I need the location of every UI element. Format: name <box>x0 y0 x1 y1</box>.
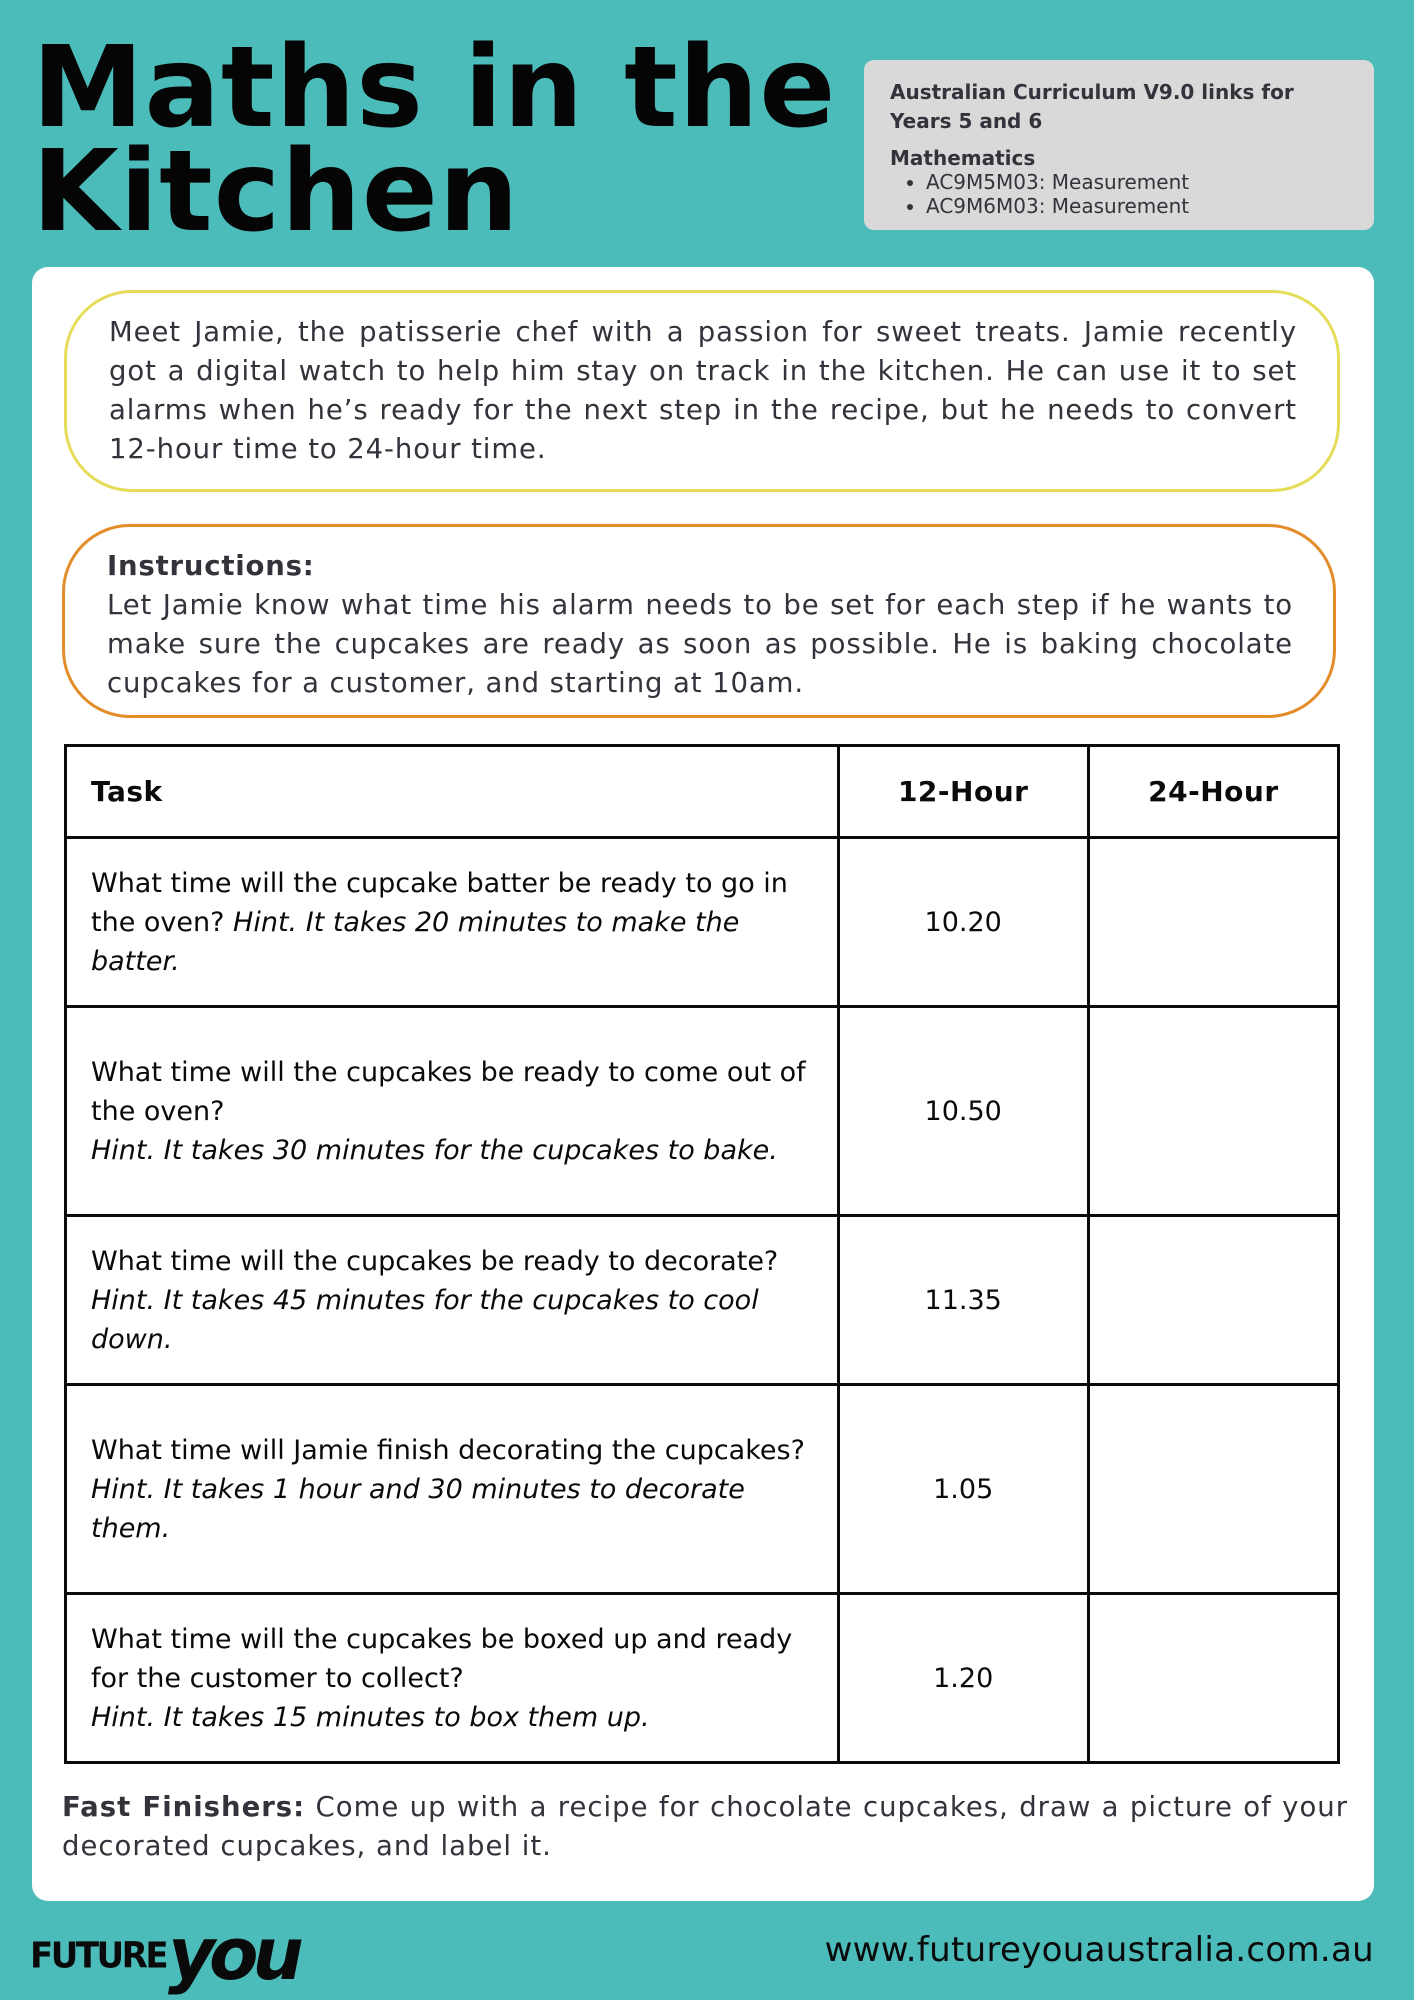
time-24-hour-answer[interactable] <box>1088 838 1338 1007</box>
curriculum-heading: Australian Curriculum V9.0 links for Years 5 and 6 <box>890 80 1294 133</box>
title-line-2: Kitchen <box>32 127 520 257</box>
fast-finishers-text: Come up with a recipe for chocolate cupcakes, draw a picture of your decorated cupcakes, and label it. <box>62 1791 1349 1862</box>
instructions-box <box>62 524 1336 718</box>
table-row <box>66 1594 1339 1763</box>
curriculum-code-list <box>890 170 1348 218</box>
table-row <box>66 1216 1339 1385</box>
task-question: What time will Jamie finish decorating the cupcakes? <box>91 1434 805 1466</box>
time-24-hour-answer[interactable] <box>1088 1216 1338 1385</box>
task-question: What time will the cupcakes be ready to come out of the oven? <box>91 1056 806 1127</box>
task-cell <box>66 1007 839 1216</box>
time-24-hour-answer[interactable] <box>1088 1594 1338 1763</box>
table-header-row <box>66 746 1339 838</box>
curriculum-code-item: • AC9M6M03: Measurement <box>926 194 1348 218</box>
task-hint: Hint. It takes 45 minutes for the cupcakes to cool down. <box>91 1284 759 1355</box>
instructions-heading: Instructions: <box>107 550 315 582</box>
task-cell <box>66 1594 839 1763</box>
table-row <box>66 838 1339 1007</box>
table-row <box>66 1007 1339 1216</box>
task-cell <box>66 1216 839 1385</box>
time-24-hour-answer[interactable] <box>1088 1385 1338 1594</box>
website-link[interactable]: www.futureyouaustralia.com.au <box>824 1930 1374 1970</box>
task-question: What time will the cupcake batter be ready to go in the oven? <box>91 867 788 938</box>
time-12-hour: 1.05 <box>838 1385 1088 1594</box>
task-hint: Hint. It takes 20 minutes to make the batter. <box>91 906 740 977</box>
task-hint: Hint. It takes 30 minutes for the cupcakes to bake. <box>91 1134 778 1166</box>
time-12-hour: 10.20 <box>838 838 1088 1007</box>
instructions-text: Let Jamie know what time his alarm needs to be set for each step if he wants to make sure the cupcakes are ready as soon as possible. He is baking chocolate cupcakes for a customer, and starting at 10am. <box>107 589 1293 699</box>
logo-future-text: FUTURE <box>30 1935 167 1977</box>
header-task: Task <box>66 746 839 838</box>
curriculum-code-item: • AC9M5M03: Measurement <box>926 170 1348 194</box>
task-cell <box>66 1385 839 1594</box>
intro-box <box>64 290 1340 492</box>
page-title <box>32 23 862 257</box>
fast-finishers <box>62 1788 1348 1866</box>
curriculum-links-box <box>864 60 1374 230</box>
task-question: What time will the cupcakes be ready to decorate? <box>91 1245 779 1277</box>
table-row <box>66 1385 1339 1594</box>
future-you-logo <box>30 1910 298 1996</box>
task-hint: Hint. It takes 15 minutes to box them up. <box>91 1701 650 1733</box>
task-cell <box>66 838 839 1007</box>
logo-you-text: you <box>168 1912 298 1996</box>
task-hint: Hint. It takes 1 hour and 30 minutes to decorate them. <box>91 1473 745 1544</box>
header-24-hour: 24-Hour <box>1088 746 1338 838</box>
header-12-hour: 12-Hour <box>838 746 1088 838</box>
task-table <box>64 744 1340 1764</box>
intro-text: Meet Jamie, the patisserie chef with a passion for sweet treats. Jamie recently got a digital watch to help him stay on track in the kitchen. He can use it to set alarms when he’s ready for the next step in the recipe, but he needs to convert 12-hour time to 24-hour time. <box>109 316 1297 465</box>
curriculum-subject: Mathematics <box>890 146 1036 170</box>
time-12-hour: 11.35 <box>838 1216 1088 1385</box>
time-24-hour-answer[interactable] <box>1088 1007 1338 1216</box>
title-line-1: Maths in the <box>32 23 837 153</box>
time-12-hour: 10.50 <box>838 1007 1088 1216</box>
task-question: What time will the cupcakes be boxed up and ready for the customer to collect? <box>91 1623 793 1694</box>
time-12-hour: 1.20 <box>838 1594 1088 1763</box>
fast-finishers-label: Fast Finishers: <box>62 1791 306 1823</box>
